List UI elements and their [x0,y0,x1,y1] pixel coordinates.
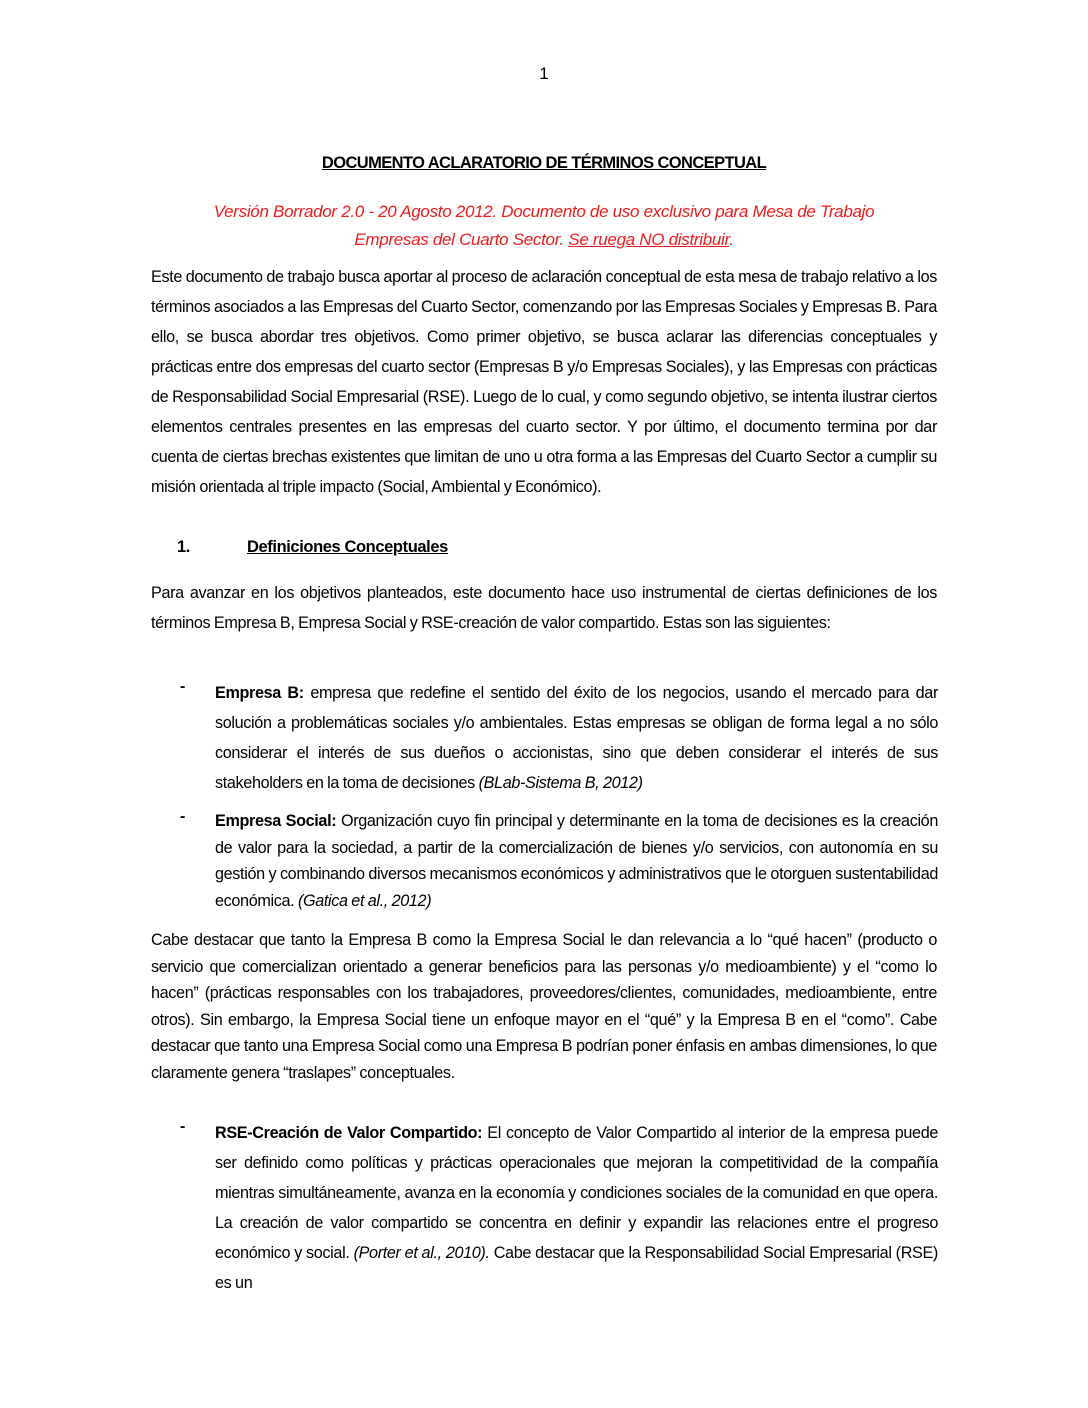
draft-notice-line2 [150,226,938,254]
definition-text: El concepto de Valor Compartido al interior de la empresa puede ser definido como políticas y prácticas operacionales que mejoran la competitividad de la compañía mientras simultáneamente, avanza en la economía y condiciones sociales de la comunidad en que opera. La creación de valor compartido se concentra en definir y expandir las relaciones entre el progreso económico y social. [215,1124,939,1262]
section-number: 1. [177,538,190,556]
definition-text: empresa que redefine el sentido del éxito de los negocios, usando el mercado para dar solución a problemáticas sociales y/o ambientales. Estas empresas se obligan de forma legal a no sólo considerar el interés de sus dueños o accionistas, sino que deben considerar el interés de sus stakeholders en la toma de decisiones [215,684,939,792]
bullet-dash: - [180,678,186,695]
definition-body [215,678,938,798]
definition-citation: (BLab-Sistema B, 2012) [478,774,643,792]
bullet-dash: - [180,1118,186,1135]
definition-citation: (Gatica et al., 2012) [297,891,432,910]
definition-term: RSE-Creación de Valor Compartido: [215,1124,483,1142]
definition-term: Empresa B: [215,684,304,702]
section-title: Definiciones Conceptuales [247,538,448,556]
definition-body [215,808,938,914]
intro-paragraph: Este documento de trabajo busca aportar al proceso de aclaración conceptual de esta mesa de trabajo relativo a los términos asociados a las Empresas del Cuarto Sector, comenzando por las Empresas Sociales y Empresas B. Para ello, se busca abordar tres objetivos. Como primer objetivo, se busca aclarar las diferencias conceptuales y prácticas entre dos empresas del cuarto sector (Empresas B y/o Empresas Sociales), y las Empresas con prácticas de Responsabilidad Social Empresarial (RSE). Luego de lo cual, y como segundo objetivo, se intenta ilustrar ciertos elementos centrales presentes en las empresas del cuarto sector. Y por último, el documento termina por dar cuenta de ciertas brechas existentes que limitan de uno u otra forma a las Empresas del Cuarto Sector a cumplir su misión orientada al triple impacto (Social, Ambiental y Económico). [151,268,937,496]
page-number: 1 [539,64,549,83]
definition-citation: (Porter et al., 2010). [353,1244,490,1262]
definition-body [215,1118,938,1298]
do-not-distribute-text: Se ruega NO distribuir [568,230,730,249]
document-title-text: DOCUMENTO ACLARATORIO DE TÉRMINOS CONCEPTUAL [321,154,767,172]
document-title [0,154,1088,173]
definition-term: Empresa Social: [215,812,337,830]
comparison-paragraph: Cabe destacar que tanto la Empresa B como la Empresa Social le dan relevancia a lo “qué hacen” (producto o servicio que comercializan orientado a generar beneficios para las personas y/o medioambiente) y el “como lo hacen” (prácticas responsables con los trabajadores, proveedores/clientes, comunidades, medioambiente, entre otros). Sin embargo, la Empresa Social tiene un enfoque mayor en el “qué” y la Empresa B en el “como”. Cabe destacar que tanto una Empresa Social como una Empresa B podrían poner énfasis en ambas dimensiones, lo que claramente genera “traslapes” conceptuales. [151,931,937,1082]
draft-notice-line1: Versión Borrador 2.0 - 20 Agosto 2012. Documento de uso exclusivo para Mesa de Trabajo [213,202,875,221]
section-heading [177,538,448,557]
draft-notice-prefix: Empresas del Cuarto Sector. [354,230,569,249]
draft-notice-suffix: . [729,230,734,249]
section-intro-paragraph: Para avanzar en los objetivos planteados, este documento hace uso instrumental de ciertas definiciones de los términos Empresa B, Empresa Social y RSE-creación de valor compartido. Estas son las siguientes: [151,584,937,632]
definition-continuation: Cabe destacar que la Responsabilidad Social Empresarial (RSE) es un [215,1244,938,1292]
draft-notice [150,198,938,254]
bullet-dash: - [180,808,186,825]
definition-text: Organización cuyo fin principal y determinante en la toma de decisiones es la creación de valor para la sociedad, a partir de la comercialización de bienes y/o servicios, con autonomía en su gestión y combinando diversos mecanismos económicos y administrativos que le otorguen sustentabilidad económica. [215,812,938,910]
